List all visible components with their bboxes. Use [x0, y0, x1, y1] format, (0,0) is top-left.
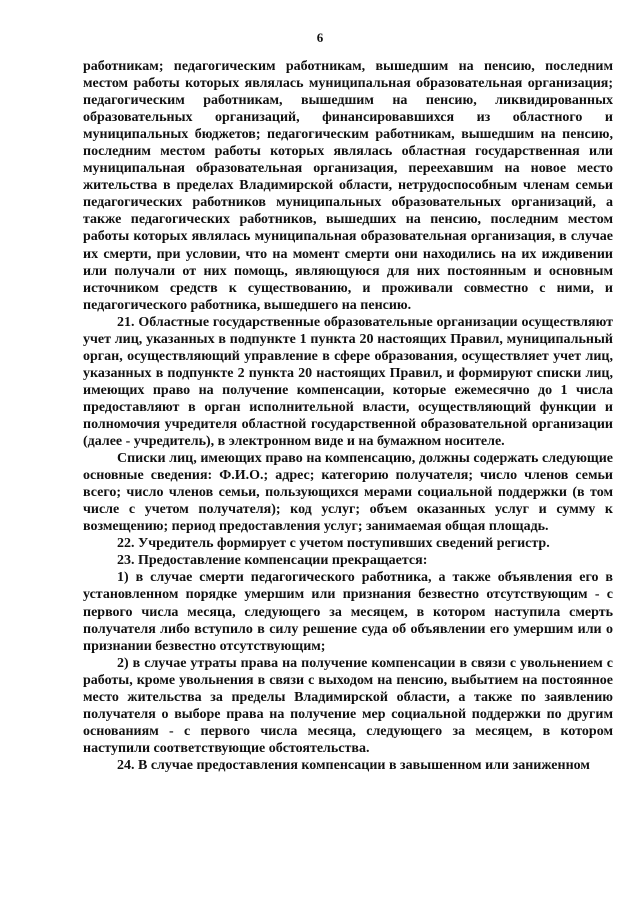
paragraph-lists-content: Списки лиц, имеющих право на компенсацию, должны содержать следующие основные сведения: Ф.И.О.; адрес; категорию получателя; число членов семьи всего; число членов семьи, пользующихся мерами социальной поддержки (в том числе с учетом получателя); код услуг; объем оказанных услуг и сумму к возмещению; период предоставления услуг; занимаемая общая площадь. — [83, 451, 613, 535]
paragraph-21: 21. Областные государственные образовательные организации осуществляют учет лиц, указанных в подпункте 1 пункта 20 настоящих Правил, муниципальный орган, осуществляющий управление в сфере образования, осуществляет учет лиц, указанных в подпункте 2 пункта 20 настоящих Правил, и формируют списки лиц, имеющих право на получение компенсации, которые ежемесячно до 1 числа предоставляют в орган исполнительной власти, осуществляющий функции и полномочия учредителя областной государственной образовательной организации (далее - учредитель), в электронном виде и на бумажном носителе. — [83, 314, 613, 450]
paragraph-23-item-2: 2) в случае утраты права на получение компенсации в связи с увольнением с работы, кроме увольнения в связи с выходом на пенсию, выбытием на постоянное место жительства за пределы Владимирской области, а также по заявлению получателя о выборе права на получение мер социальной поддержки по другим основаниям - с первого числа месяца, следующего за месяцем, в котором наступили соответствующие обстоятельства. — [83, 655, 613, 756]
page-number: 6 — [316, 30, 324, 45]
paragraph-24: 24. В случае предоставления компенсации в завышенном или заниженном — [117, 757, 590, 773]
paragraph-23: 23. Предоставление компенсации прекращается: — [117, 553, 428, 569]
paragraph-23-item-1: 1) в случае смерти педагогического работника, а также объявления его в установленном порядке умершим или признания безвестно отсутствующим - с первого числа месяца, следующего за месяцем, в котором наступила смерть получателя либо вступило в силу решение суда об объявлении его умершим или о признании безвестно отсутствующим; — [83, 570, 613, 654]
document-body — [83, 58, 613, 774]
paragraph-continuation: работникам; педагогическим работникам, вышедшим на пенсию, последним местом работы которых являлась муниципальная образовательная организация; педагогическим работникам, вышедшим на пенсию, ликвидированных образовательных организаций, финансировавшихся из областного и муниципальных бюджетов; педагогическим работникам, вышедшим на пенсию, последним местом работы которых являлась областная государственная или муниципальная образовательная организация, переехавшим на новое место жительства в пределах Владимирской области, нетрудоспособным членам семьи педагогических работников муниципальных образовательных организаций, а также педагогических работников, вышедших на пенсию, последним местом работы которых являлась муниципальная образовательная организация, в случае их смерти, при условии, что на момент смерти они находились на их иждивении или получали от них помощь, являющуюся для них постоянным и основным источником средств к существованию, и проживали совместно с ними, и педагогического работника, вышедшего на пенсию. — [83, 59, 613, 313]
paragraph-22: 22. Учредитель формирует с учетом поступивших сведений регистр. — [117, 536, 550, 552]
